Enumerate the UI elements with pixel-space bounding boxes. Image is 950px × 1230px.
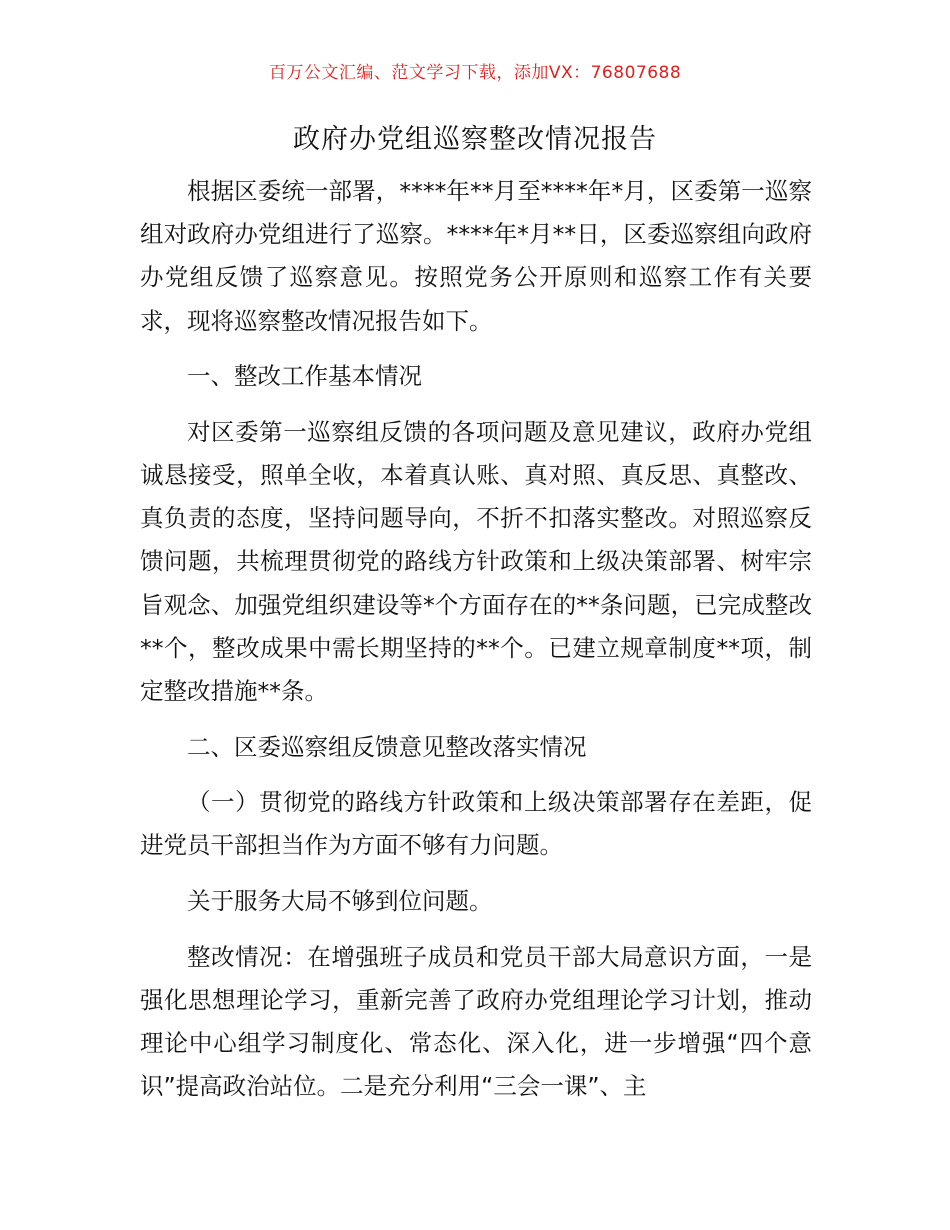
promo-banner: 百万公文汇编、范文学习下载，添加VX：76807688 <box>268 63 682 83</box>
section-heading-2: 二、区委巡察组反馈意见整改落实情况 <box>187 732 587 761</box>
section-1-paragraph: 对区委第一巡察组反馈的各项问题及意见建议，政府办党组诚恳接受，照单全收，本着真认账、真对照、真反思、真整改、真负责的态度，坚持问题导向，不折不扣落实整改。对照巡察反馈问题，共梳理贯彻党的路线方针政策和上级决策部署、树牢宗旨观念、加强党组织建设等*个方面存在的**条问题，已完成整改**个，整改成果中需长期坚持的**个。已建立规章制度**项，制定整改措施**条。 <box>140 417 812 706</box>
intro-paragraph: 根据区委统一部署，****年**月至****年*月，区委第一巡察组对政府办党组进行了巡察。****年*月**日，区委巡察组向政府办党组反馈了巡察意见。按照党务公开原则和巡察工作有关要求，现将巡察整改情况报告如下。 <box>140 177 812 335</box>
issue-heading: 关于服务大局不够到位问题。 <box>187 887 493 915</box>
document-body <box>140 170 812 1121</box>
document-title: 政府办党组巡察整改情况报告 <box>293 124 657 155</box>
section-heading-1: 一、整改工作基本情况 <box>187 362 422 391</box>
rectification-paragraph: 整改情况：在增强班子成员和党员干部大局意识方面，一是强化思想理论学习，重新完善了政府办党组理论学习计划，推动理论中心组学习制度化、常态化、深入化，进一步增强“四个意识”提高政治站位。二是充分利用“三会一课”、主 <box>140 942 812 1101</box>
subsection-heading-1: （一）贯彻党的路线方针政策和上级决策部署存在差距，促进党员干部担当作为方面不够有力问题。 <box>140 788 812 860</box>
